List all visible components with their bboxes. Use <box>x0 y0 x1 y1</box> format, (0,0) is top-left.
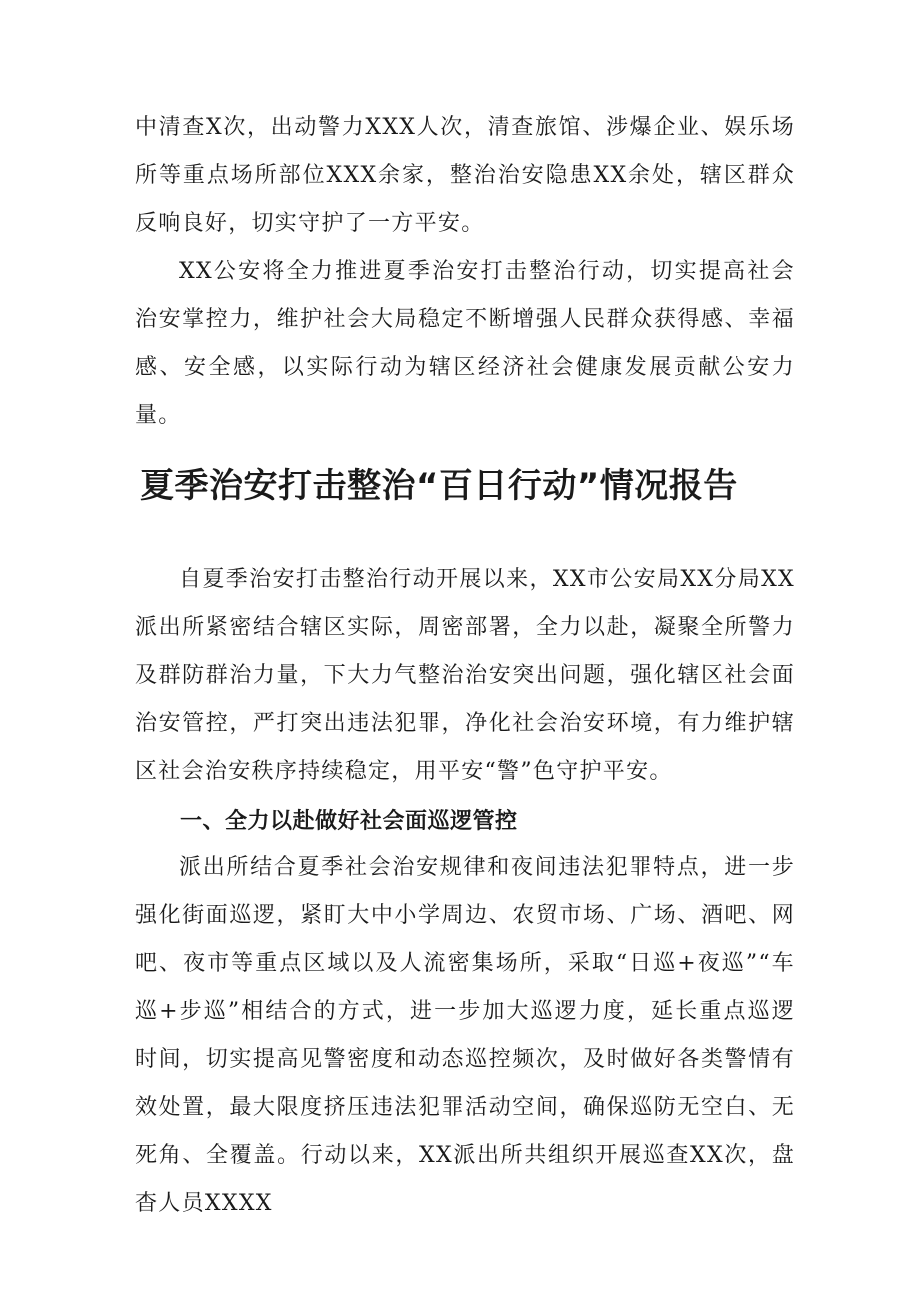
section-heading-patrol: 一、全力以赴做好社会面巡逻管控 <box>180 809 518 834</box>
paragraph-patrol-details: 派出所结合夏季社会治安规律和夜间违法犯罪特点，进一步强化街面巡逻，紧盯大中小学周边、农贸市场、广场、酒吧、网吧、夜市等重点区域以及人流密集场所，采取“日巡+夜巡”“车巡+步巡”相结合的方式，进一步加大巡逻力度，延长重点巡逻时间，切实提高见警密度和动态巡控频次，及时做好各类警情有效处置，最大限度挤压违法犯罪活动空间，确保巡防无空白、无死角、全覆盖。行动以来，XX派出所共组织开展巡查XX次，盘杳人员XXXX <box>135 855 795 1216</box>
paragraph-introduction: 自夏季治安打击整治行动开展以来，XX市公安局XX分局XX派出所紧密结合辖区实际，周密部署，全力以赴，凝聚全所警力及群防群治力量，下大力气整治治安突出问题，强化辖区社会面治安管控，严打突出违法犯罪，净化社会治安环境，有力维护辖区社会治安秩序持续稳定，用平安“警”色守护平安。 <box>135 567 795 784</box>
report-title: 夏季治安打击整治“百日行动”情况报告 <box>140 466 738 506</box>
paragraph-closing-commitment: XX公安将全力推进夏季治安打击整治行动，切实提高社会治安掌控力，维护社会大局稳定不断增强人民群众获得感、幸福感、安全感，以实际行动为辖区经济社会健康发展贡献公安力量。 <box>135 259 795 428</box>
paragraph-continued-results: 中清查X次，出动警力XXX人次，清查旅馆、涉爆企业、娱乐场所等重点场所部位XXX余家，整治治安隐患XX余处，辖区群众反响良好，切实守护了一方平安。 <box>135 115 795 236</box>
